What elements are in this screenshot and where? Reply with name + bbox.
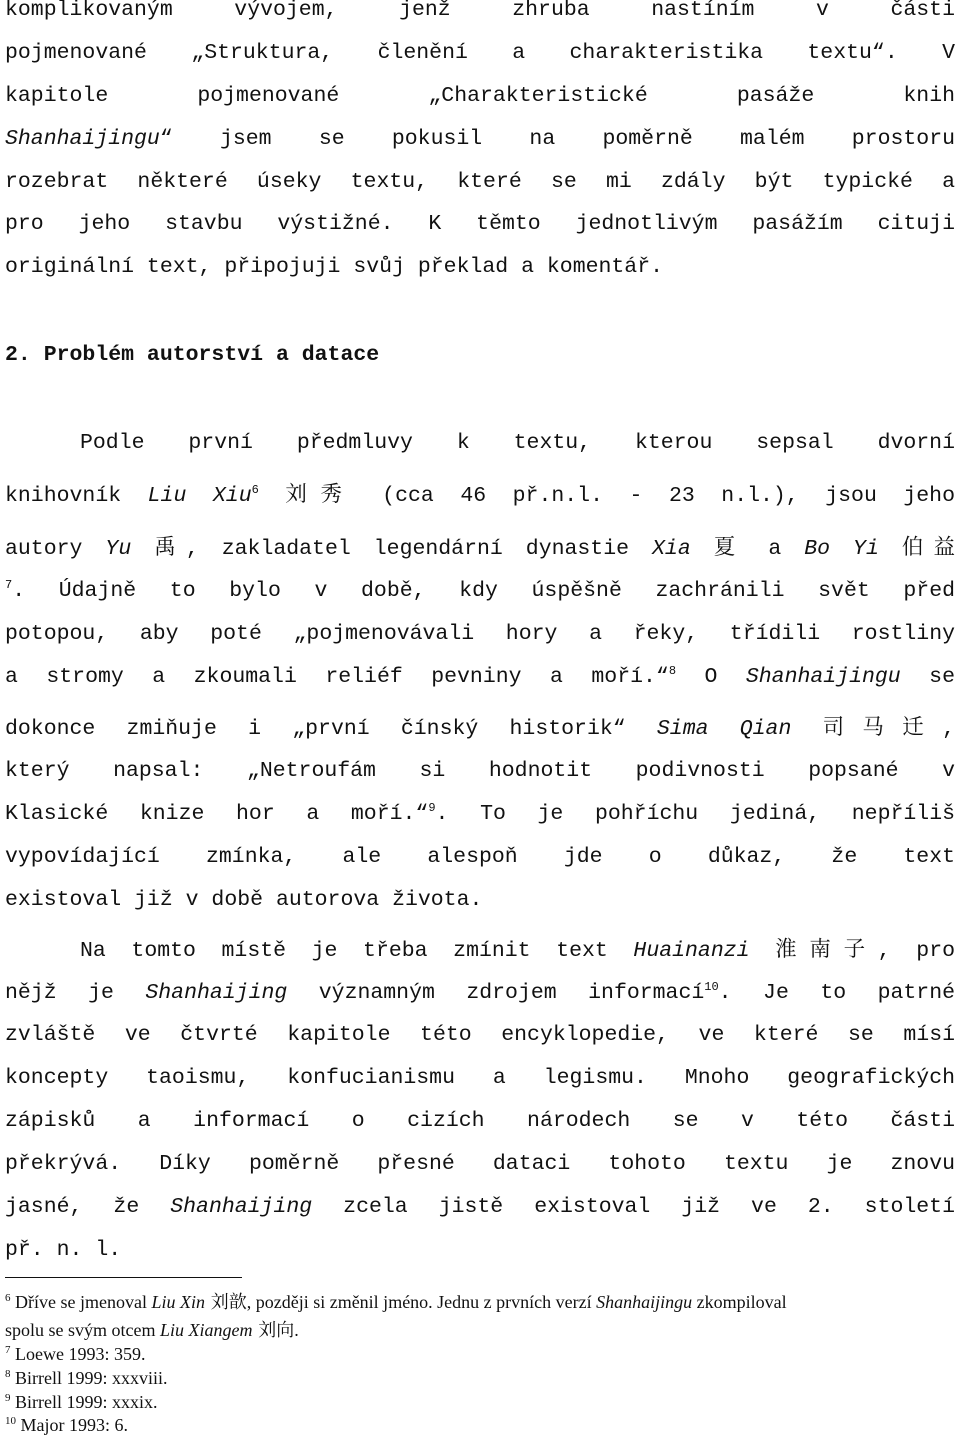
text-line [5,1193,955,1221]
book-title: Shanhaijing [145,981,288,1005]
text-span: Dříve se jmenoval [10,1292,152,1312]
text-span: Na tomto místě je třeba zmínit text [80,939,634,963]
text-line [5,1021,955,1049]
text-line [5,620,955,648]
book-title: Shanhaijingu [745,665,901,689]
text-span: existoval již v době autorova života. [5,888,483,912]
chinese-characters: 刘歆 [204,1292,247,1313]
person-name: Liu Xiangem [160,1320,253,1340]
text-line [5,210,955,238]
footnote-ref[interactable]: 6 [251,482,259,497]
text-line [5,82,955,110]
text-span: potopou, aby poté „pojmenovávali hory a řeky, třídili rostliny [5,622,955,646]
footnote-7 [5,1343,955,1365]
text-span: zvláště ve čtvrté kapitole této encyklopedie, ve které se mísí [5,1023,955,1047]
text-span: př. n. l. [5,1238,122,1262]
text-span: . [294,1320,299,1340]
text-span: koncepty taoismu, konfucianismu a legismu. Mnoho geografických [5,1066,955,1090]
heading-text: 2. Problém autorství a datace [5,343,380,367]
text-span: O [676,665,746,689]
book-title: Shanhaijingu [596,1292,693,1312]
text-line [5,253,955,281]
person-name: Sima Qian [656,717,792,741]
footnote-number: 7 [5,1344,11,1356]
text-span: významným zdrojem informací [287,981,705,1005]
footnote-8 [5,1367,955,1389]
text-span: zkompiloval [692,1292,787,1312]
text-span: Birrell 1999: xxxix. [10,1392,158,1412]
text-span: překrývá. Díky poměrně přesné dataci tohoto textu je znovu [5,1152,955,1176]
text-span: vypovídající zmínka, ale alespoň jde o důkaz, že text [5,845,955,869]
text-line [5,125,955,153]
text-span: Major 1993: 6. [16,1415,128,1435]
person-name: Yu [105,537,132,561]
text-line [5,0,955,24]
footnote-ref[interactable]: 10 [704,979,719,994]
text-line [80,429,955,457]
text-span: . To je pohříchu jediná, nepříliš [435,802,955,826]
text-line [5,1107,955,1135]
dynasty-name: Xia [652,537,691,561]
text-span: , pro [877,939,955,963]
text-span: jasné, že [5,1195,171,1219]
text-line [5,1236,955,1264]
text-span: rozebrat některé úseky textu, které se mi zdály být typické a [5,170,955,194]
text-span: , zakladatel legendární dynastie [185,537,653,561]
footnote-divider [5,1277,242,1278]
text-span: knihovník [5,484,148,508]
text-line [5,534,955,563]
text-span: a stromy a zkoumali reliéf pevniny a moří.“ [5,665,669,689]
chinese-characters: 刘向 [252,1320,295,1341]
text-span: “ jsem se pokusil na poměrně malém prostoru [159,127,955,151]
text-span: Podle první předmluvy k textu, kterou sepsal dvorní [80,431,955,455]
text-line [5,39,955,67]
text-line [5,577,955,605]
chinese-characters: 夏 [713,535,746,560]
text-span: , [942,717,955,741]
footnote-number: 6 [5,1292,11,1304]
chinese-characters: 刘秀 [285,482,356,507]
book-title: Shanhaijingu [5,127,160,151]
book-title: Shanhaijing [170,1195,313,1219]
footnote-6-cont [5,1319,955,1342]
text-span: Klasické knize hor a moří.“ [5,802,429,826]
footnote-9 [5,1391,955,1413]
text-span: zcela jistě existoval již ve 2. století [312,1195,955,1219]
person-name: Liu Xin [151,1292,205,1312]
text-line [5,714,955,743]
text-span: který napsal: „Netroufám si hodnotit podivnosti popsané v [5,759,955,783]
text-line [5,886,955,914]
footnote-number: 10 [5,1415,16,1427]
text-span: pro jeho stavbu výstižné. K těmto jednotlivým pasážím cituji [5,212,955,236]
book-title: Huainanzi [633,939,750,963]
person-name: Bo Yi [804,537,879,561]
footnote-6 [5,1291,955,1314]
text-line [5,1150,955,1178]
text-span: Loewe 1993: 359. [10,1344,146,1364]
text-span: spolu se svým otcem [5,1320,160,1340]
text-line [5,168,955,196]
text-line [5,843,955,871]
text-line [5,1064,955,1092]
text-span: . Údajně to bylo v době, kdy úspěšně zachránili svět před [12,579,955,603]
text-span: , později si změnil jméno. Jednu z prvních verzí [246,1292,597,1312]
text-span: autory [5,537,106,561]
text-span: originální text, připojuji svůj překlad a komentář. [5,255,664,279]
chinese-characters: 伯益 [901,535,955,560]
text-line [5,481,955,510]
text-line [5,663,955,691]
text-span: kapitole pojmenované „Charakteristické pasáže knih [5,84,955,108]
text-line [5,979,955,1007]
footnote-ref[interactable]: 8 [668,663,677,678]
person-name: Liu Xiu [147,484,252,508]
text-line [5,757,955,785]
chinese-characters: 禹 [154,535,186,560]
text-span: Birrell 1999: xxxviii. [10,1368,168,1388]
text-line [80,936,955,965]
text-span: a [745,537,805,561]
text-line [5,800,955,828]
text-span: se [900,665,955,689]
footnote-ref[interactable]: 7 [5,577,13,592]
footnote-number: 8 [5,1368,11,1380]
text-span: . Je to patrné [718,981,956,1005]
footnote-ref[interactable]: 9 [428,800,436,815]
text-span: dokonce zmiňuje i „první čínský historik“ [5,717,657,741]
chinese-characters: 司马迁 [822,715,943,740]
chinese-characters: 淮南子 [775,937,878,962]
text-span: pojmenované „Struktura, členění a charakteristika textu“. V [5,41,955,65]
text-span: (cca 46 př.n.l. - 23 n.l.), jsou jeho [355,484,955,508]
section-heading [5,341,955,369]
footnote-10 [5,1414,955,1436]
text-span: zápisků a informací o cizích národech se v této části [5,1109,955,1133]
footnote-number: 9 [5,1392,11,1404]
text-span: komplikovaným vývojem, jenž zhruba nastíním v části [5,0,955,22]
text-span: nějž je [5,981,146,1005]
